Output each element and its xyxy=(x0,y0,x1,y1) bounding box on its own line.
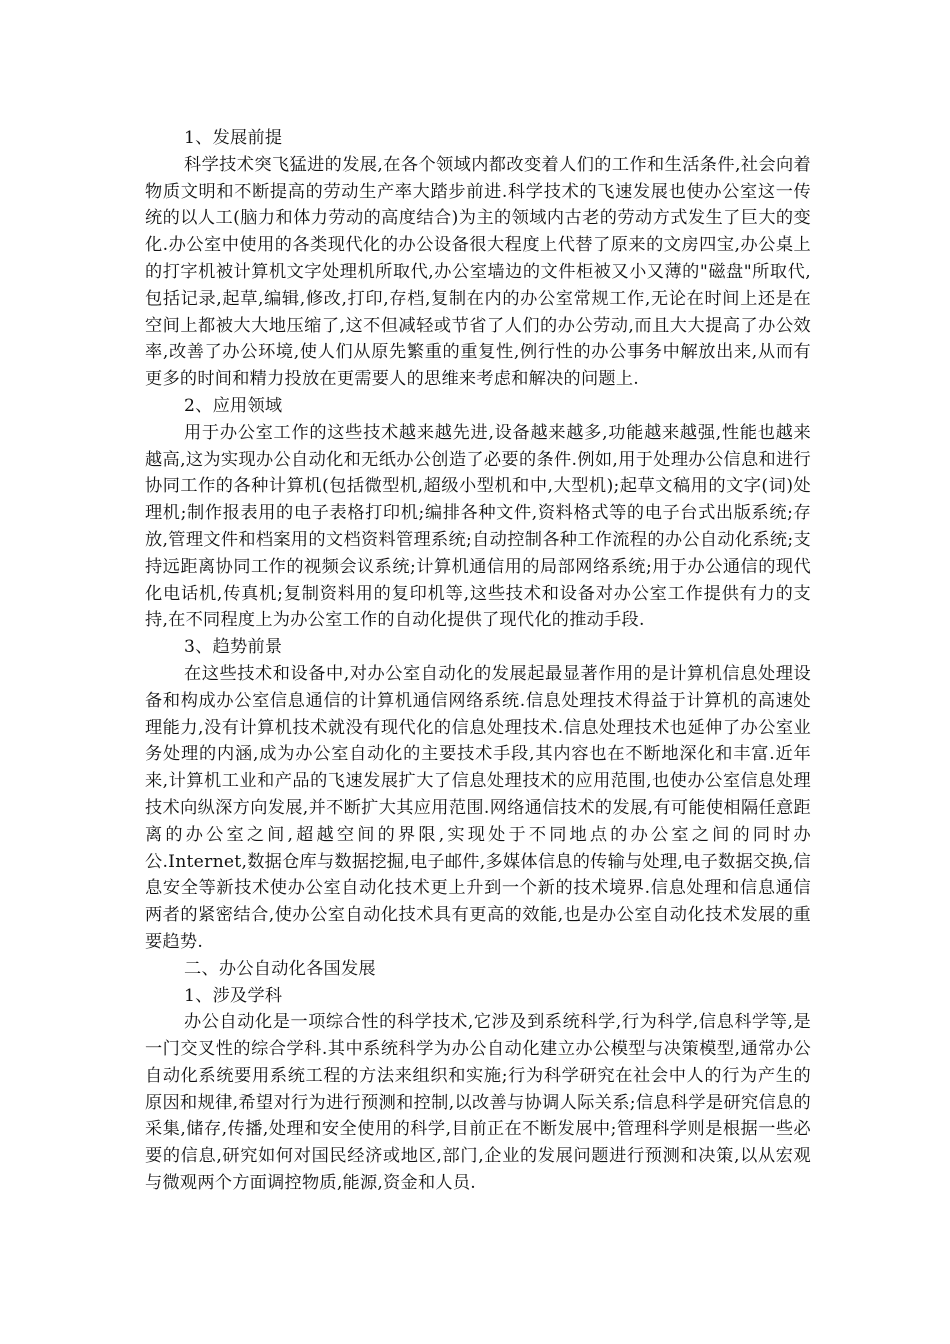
paragraph-application: 用于办公室工作的这些技术越来越先进,设备越来越多,功能越来越强,性能也越来越高,这为实现办公自动化和无纸办公创造了必要的条件.例如,用于处理办公信息和进行协同工作的各种计算机(包括微型机,超级小型机和中,大型机);起草文稿用的文字(词)处理机;制作报表用的电子表格打印机;编排各种文件,资料格式等的电子台式出版系统;存放,管理文件和档案用的文档资料管理系统;自动控制各种工作流程的办公自动化系统;支持远距离协同工作的视频会议系统;计算机通信用的局部网络系统;用于办公通信的现代化电话机,传真机;复制资料用的复印机等,这些技术和设备对办公室工作提供有力的支持,在不同程度上为办公室工作的自动化提供了现代化的推动手段. xyxy=(145,422,811,631)
paragraph-disciplines: 办公自动化是一项综合性的科学技术,它涉及到系统科学,行为科学,信息科学等,是一门交叉性的综合学科.其中系统科学为办公自动化建立办公模型与决策模型,通常办公自动化系统要用系统工程的方法来组织和实施;行为科学研究在社会中人的行为产生的原因和规律,希望对行为进行预测和控制,以改善与协调人际关系;信息科学是研究信息的采集,储存,传播,处理和安全使用的科学,目前正在不断发展中;管理科学则是根据一些必要的信息,研究如何对国民经济或地区,部门,企业的发展问题进行预测和决策,以从宏观与微观两个方面调控物质,能源,资金和人员. xyxy=(145,1012,811,1194)
document-page xyxy=(145,125,811,1197)
section-heading-trend: 3、趋势前景 xyxy=(184,637,283,658)
section-heading-application: 2、应用领域 xyxy=(184,395,283,416)
part-heading-countries: 二、办公自动化各国发展 xyxy=(184,958,376,979)
section-heading-disciplines: 1、涉及学科 xyxy=(184,985,283,1006)
section-heading-premise: 1、发展前提 xyxy=(184,128,283,148)
paragraph-premise: 科学技术突飞猛进的发展,在各个领域内都改变着人们的工作和生活条件,社会向着物质文明和不断提高的劳动生产率大踏步前进.科学技术的飞速发展也使办公室这一传统的以人工(脑力和体力劳动的高度结合)为主的领域内古老的劳动方式发生了巨大的变化.办公室中使用的各类现代化的办公设备很大程度上代替了原来的文房四宝,办公桌上的打字机被计算机文字处理机所取代,办公室墙边的文件柜被又小又薄的"磁盘"所取代,包括记录,起草,编辑,修改,打印,存档,复制在内的办公室常规工作,无论在时间上还是在空间上都被大大地压缩了,这不但减轻或节省了人们的办公劳动,而且大大提高了办公效率,改善了办公环境,使人们从原先繁重的重复性,例行性的办公事务中解放出来,从而有更多的时间和精力投放在更需要人的思维来考虑和解决的问题上. xyxy=(145,154,811,390)
paragraph-trend: 在这些技术和设备中,对办公室自动化的发展起最显著作用的是计算机信息处理设备和构成办公室信息通信的计算机通信网络系统.信息处理技术得益于计算机的高速处理能力,没有计算机技术就没有现代化的信息处理技术.信息处理技术也延伸了办公室业务处理的内涵,成为办公室自动化的主要技术手段,其内容也在不断地深化和丰富.近年来,计算机工业和产品的飞速发展扩大了信息处理技术的应用范围,也使办公室信息处理技术向纵深方向发展,并不断扩大其应用范围.网络通信技术的发展,有可能使相隔任意距离的办公室之间,超越空间的界限,实现处于不同地点的办公室之间的同时办公.Internet,数据仓库与数据挖掘,电子邮件,多媒体信息的传输与处理,电子数据交换,信息安全等新技术使办公室自动化技术更上升到一个新的技术境界.信息处理和信息通信两者的紧密结合,使办公室自动化技术具有更高的效能,也是办公室自动化技术发展的重要趋势. xyxy=(145,663,811,952)
